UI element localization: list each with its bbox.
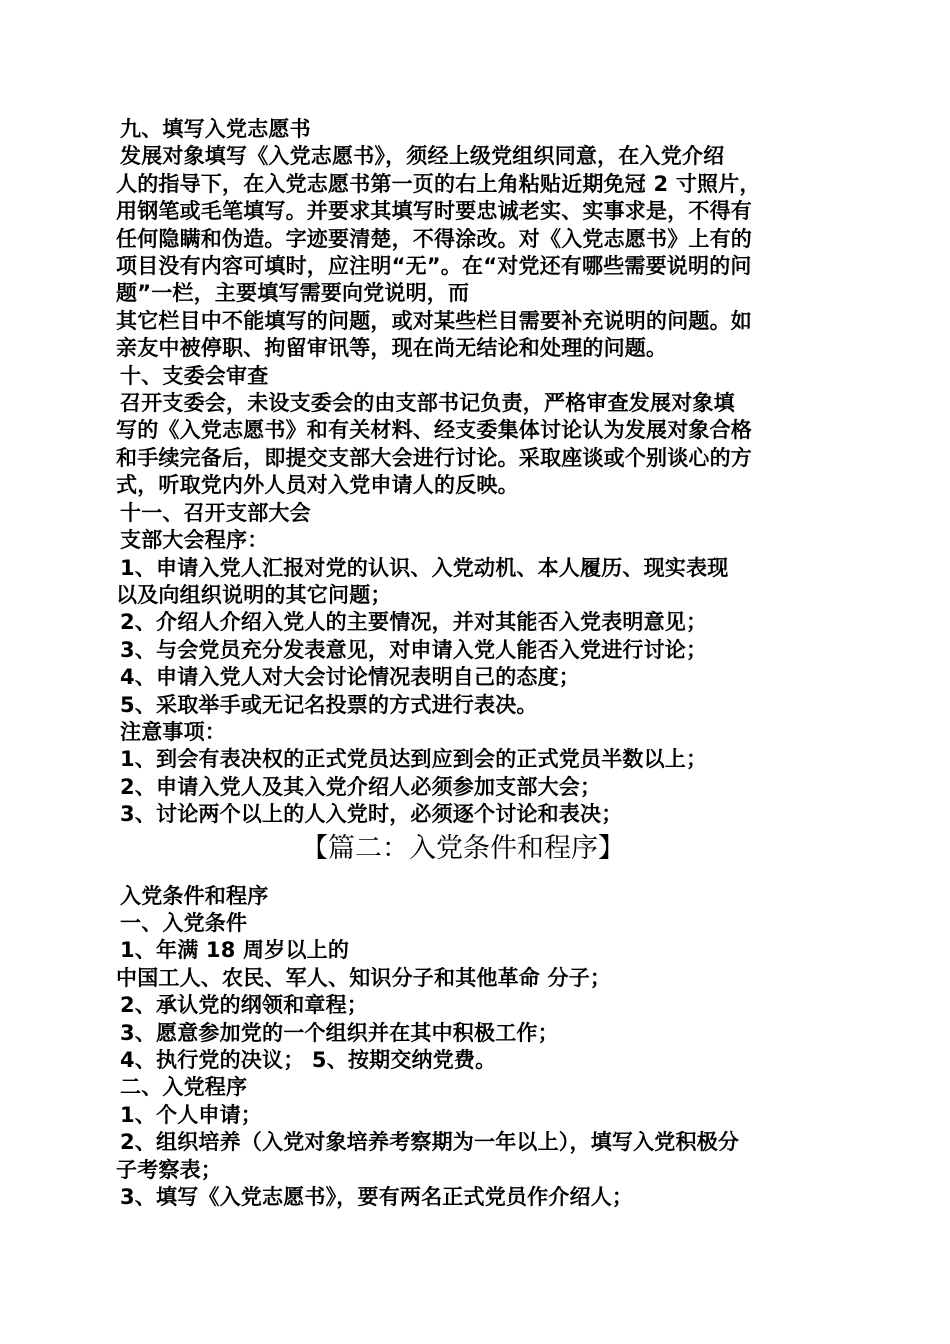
heading-10: 十、支委会审查 — [120, 363, 269, 388]
text-line: 和手续完备后，即提交支部大会进行讨论。采取座谈或个别谈心的方 — [116, 445, 752, 470]
text-line: 写的《入党志愿书》和有关材料、经支委集体讨论认为发展对象合格 — [116, 418, 752, 443]
heading-conditions: 一、入党条件 — [120, 910, 248, 935]
text-line: 亲友中被停职、拘留审讯等，现在尚无结论和处理的问题。 — [116, 336, 668, 361]
text-line: 项目没有内容可填时，应注明“无”。在“对党还有哪些需要说明的问 — [116, 254, 752, 279]
list-item: 2、介绍人介绍入党人的主要情况，并对其能否入党表明意见； — [120, 610, 708, 635]
text-line: 召开支委会，未设支委会的由支部书记负责，严格审查发展对象填 — [120, 391, 735, 416]
list-item: 1、申请入党人汇报对党的认识、入党动机、本人履历、现实表现 — [120, 555, 729, 580]
text-line: 任何隐瞒和伪造。字迹要清楚，不得涂改。对《入党志愿书》上有的 — [116, 226, 752, 251]
list-item: 4、执行党的决议； 5、按期交纳党费。 — [120, 1048, 497, 1072]
text-line: 题”一栏，主要填写需要向党说明，而 — [116, 281, 470, 306]
text-line: 式，听取党内外人员对入党申请人的反映。 — [116, 473, 519, 498]
part2-block — [116, 883, 850, 1212]
text-line: 发展对象填写《入党志愿书》，须经上级党组织同意，在入党介绍 — [120, 144, 725, 169]
list-item: 1、个人申请； — [120, 1102, 263, 1127]
text-line: 支部大会程序： — [120, 528, 269, 553]
heading-9: 九、填写入党志愿书 — [120, 117, 311, 141]
text-line: 中国工人、农民、军人、知识分子和其他革命 分子； — [116, 965, 612, 990]
text-line: 用钢笔或毛笔填写。并要求其填写时要忠诚老实、实事求是，不得有 — [116, 199, 752, 224]
list-item: 2、申请入党人及其入党介绍人必须参加支部大会； — [120, 774, 602, 799]
list-item: 1、到会有表决权的正式党员达到应到会的正式党员半数以上； — [120, 747, 708, 772]
list-item: 3、与会党员充分发表意见，对申请入党人能否入党进行讨论； — [120, 637, 708, 662]
text-line: 子考察表； — [116, 1157, 222, 1182]
list-item: 1、年满 18 周岁以上的 — [120, 938, 350, 963]
text-line: 人的指导下，在入党志愿书第一页的右上角粘贴近期免冠 2 寸照片， — [116, 171, 761, 196]
text-line: 其它栏目中不能填写的问题，或对某些栏目需要补充说明的问题。如 — [116, 308, 752, 333]
list-item: 3、填写《入党志愿书》，要有两名正式党员作介绍人； — [120, 1185, 634, 1210]
notes-heading: 注意事项： — [120, 719, 226, 744]
list-item: 5、采取举手或无记名投票的方式进行表决。 — [120, 692, 538, 717]
list-item: 4、申请入党人对大会讨论情况表明自己的态度； — [120, 665, 581, 690]
list-item: 3、讨论两个以上的人入党时，必须逐个讨论和表决； — [120, 802, 623, 827]
list-item: 2、承认党的纲领和章程； — [120, 993, 369, 1018]
heading-procedure: 二、入党程序 — [120, 1075, 248, 1100]
list-item: 3、愿意参加党的一个组织并在其中积极工作； — [120, 1020, 559, 1045]
list-item: 2、组织培养（入党对象培养考察期为一年以上），填写入党积极分 — [120, 1130, 740, 1155]
subtitle: 入党条件和程序 — [120, 883, 269, 908]
heading-11: 十一、召开支部大会 — [120, 500, 311, 525]
section-title: 【篇二：入党条件和程序】 — [301, 832, 625, 864]
part1-block — [116, 116, 850, 829]
text-line: 以及向组织说明的其它问题； — [116, 582, 392, 607]
